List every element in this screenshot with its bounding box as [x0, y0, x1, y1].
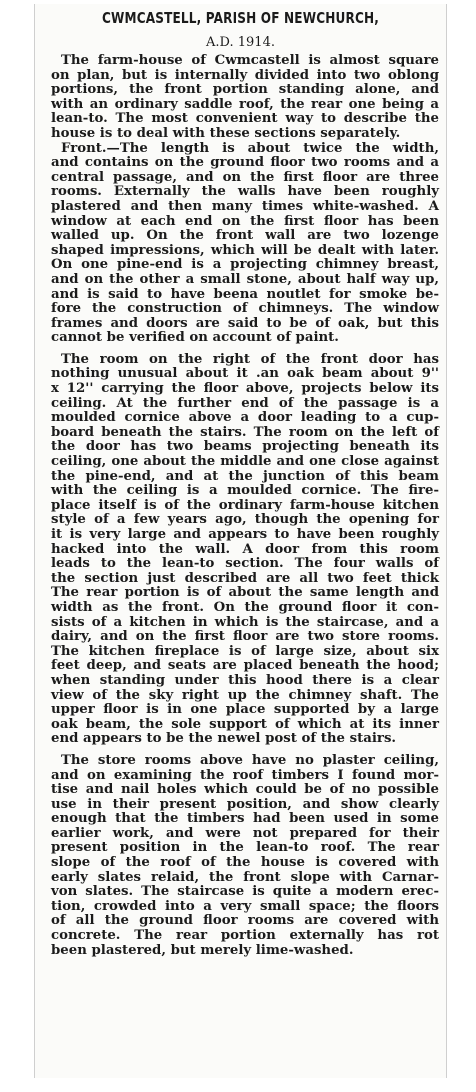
text-line: portions, the front portion standing alone, and — [51, 82, 439, 98]
text-line: moulded cornice above a door leading to a cup- — [51, 410, 439, 426]
text-line: use in their present position, and show clearly — [51, 796, 439, 812]
text-line: The store rooms above have no plaster ceiling, — [61, 752, 439, 768]
text-line: ceiling. At the further end of the passage is a — [51, 395, 439, 411]
text-line: place itself is of the ordinary farm-house kitchen — [51, 497, 439, 513]
text-line: when standing under this hood there is a clear — [51, 672, 439, 688]
text-line: x 12'' carrying the floor above, projects below its — [51, 381, 439, 397]
paragraph — [51, 353, 439, 747]
text-line: enough that the timbers had been used in some — [51, 811, 439, 827]
article-body — [35, 54, 446, 958]
text-line: of all the ground floor rooms are covered with — [51, 913, 439, 929]
text-line: leads to the lean-to section. The four walls of — [51, 556, 439, 572]
text-line: lean-to. The most convenient way to describe the — [51, 111, 439, 127]
text-line: and is said to have beena noutlet for smoke be- — [51, 286, 439, 302]
text-line: with the ceiling is a moulded cornice. The fire- — [51, 483, 439, 499]
text-line: width as the front. On the ground floor it con- — [51, 599, 439, 615]
text-line: The farm-house of Cwmcastell is almost square — [61, 53, 439, 68]
text-line: and on the other a small stone, about half way up, — [51, 271, 439, 287]
text-line: style of a few years ago, though the opening for — [51, 512, 439, 528]
text-line: plastered and then many times white-washed. A — [51, 198, 439, 214]
text-line: tion, crowded into a very small space; the floors — [51, 898, 439, 914]
article-title: CWMCASTELL, PARISH OF NEWCHURCH, — [102, 9, 379, 27]
text-line: the pine-end, and at the junction of this beam — [51, 468, 439, 484]
text-line: been plastered, but merely lime-washed. — [51, 942, 354, 958]
text-line: frames and doors are said to be of oak, but this — [51, 315, 439, 331]
text-line: central passage, and on the first floor are three — [51, 169, 439, 185]
paragraph — [51, 54, 439, 346]
text-line: and contains on the ground floor two rooms and a — [51, 155, 439, 171]
text-line: board beneath the stairs. The room on the left of — [51, 424, 439, 440]
text-line: with an ordinary saddle roof, the rear one being a — [51, 96, 439, 112]
text-line: sists of a kitchen in which is the staircase, and a — [51, 614, 439, 630]
text-line: the door has two beams projecting beneath its — [51, 439, 439, 455]
text-line: on plan, but is internally divided into two oblong — [51, 67, 439, 83]
text-line: tise and nail holes which could be of no possible — [51, 782, 439, 798]
text-line: earlier work, and were not prepared for their — [51, 825, 439, 841]
text-line: rooms. Externally the walls have been roughly — [51, 184, 439, 200]
text-line: shaped impressions, which will be dealt with later. — [51, 242, 439, 258]
text-line: fore the construction of chimneys. The window — [51, 301, 439, 317]
text-line: slope of the roof of the house is covered with — [51, 855, 439, 871]
text-line: cannot be verified on account of paint. — [51, 330, 339, 346]
text-line: window at each end on the first floor has been — [51, 213, 439, 229]
text-line: feet deep, and seats are placed beneath the hood; — [51, 658, 439, 674]
text-line: hacked into the wall. A door from this room — [51, 541, 439, 557]
text-line: concrete. The rear portion externally has rot — [51, 928, 439, 944]
text-line: walled up. On the front wall are two lozenge — [51, 228, 439, 244]
text-line: On one pine-end is a projecting chimney breast, — [51, 257, 439, 273]
text-line: present position in the lean-to roof. The rear — [51, 840, 439, 856]
newspaper-clipping — [34, 4, 447, 1078]
text-line: oak beam, the sole support of which at its inner — [51, 716, 439, 732]
text-line: view of the sky right up the chimney shaft. The — [51, 687, 439, 703]
text-line: and on examining the roof timbers I found mor- — [51, 767, 439, 783]
text-line: the section just described are all two feet thick — [51, 570, 439, 586]
text-line: dairy, and on the first floor are two store rooms. — [51, 629, 439, 645]
text-line: The rear portion is of about the same length and — [51, 585, 439, 601]
text-line: end appears to be the newel post of the stairs. — [51, 731, 397, 747]
text-line: upper floor is in one place supported by a large — [51, 702, 439, 718]
text-line: The kitchen fireplace is of large size, about six — [51, 643, 439, 659]
text-line: The room on the right of the front door has — [61, 351, 439, 367]
text-line: ceiling, one about the middle and one close against — [51, 454, 439, 470]
text-line: von slates. The staircase is quite a modern erec- — [51, 884, 439, 900]
text-line: early slates relaid, the front slope with Carnar- — [51, 869, 439, 885]
text-line: Front.—The length is about twice the width, — [61, 140, 439, 156]
text-line: nothing unusual about it .an oak beam about 9'' — [51, 366, 439, 382]
text-line: it is very large and appears to have been roughly — [51, 527, 439, 542]
paragraph — [51, 754, 439, 958]
article-date: A.D. 1914. — [206, 35, 275, 50]
text-line: house is to deal with these sections separately. — [51, 125, 401, 141]
